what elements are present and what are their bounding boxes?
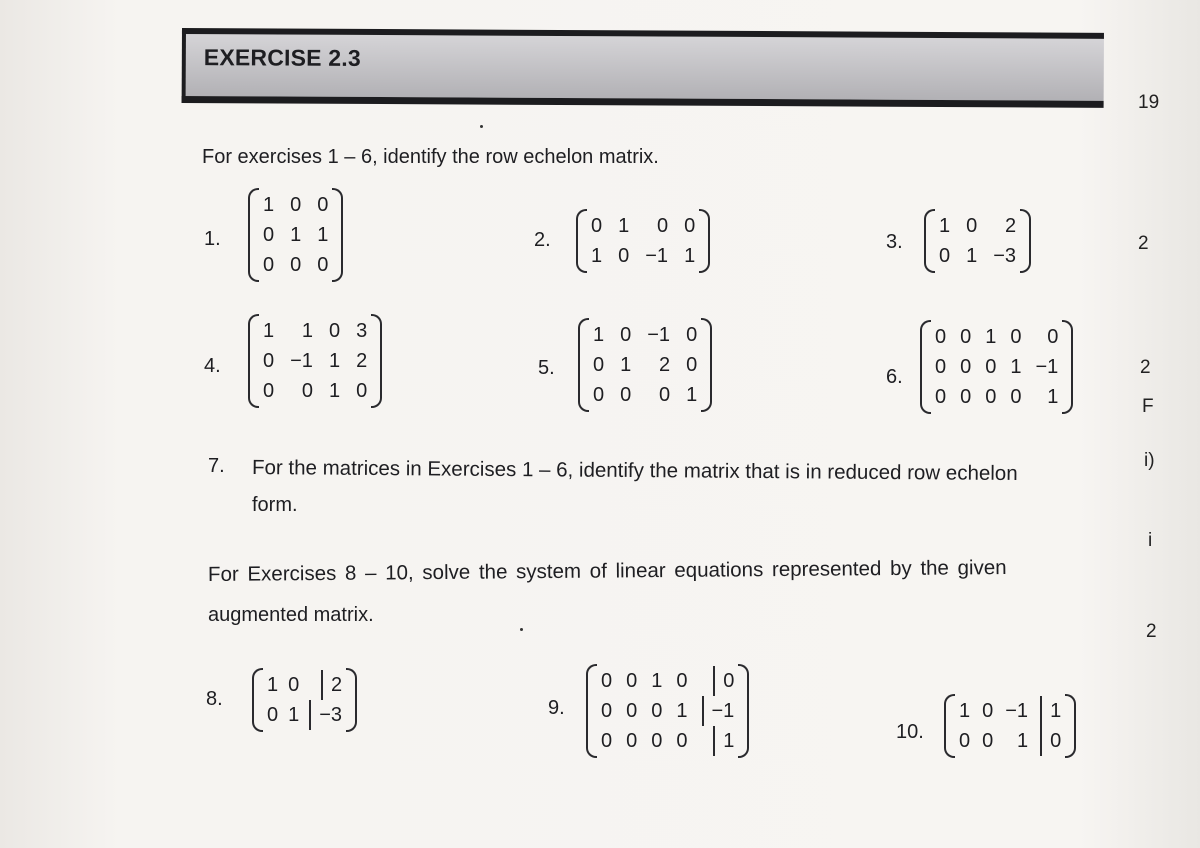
matrix-entry: 1 xyxy=(263,320,275,342)
right-paren xyxy=(332,188,343,282)
matrix-entry: 0 xyxy=(935,326,947,348)
problem-label: 2. xyxy=(534,229,551,251)
problem-label: 10. xyxy=(896,721,924,743)
margin-fragment: 2 xyxy=(1140,357,1151,378)
augmented-entry: 1 xyxy=(1040,696,1061,726)
left-paren xyxy=(924,209,935,273)
matrix-entry: 1 xyxy=(263,194,275,216)
matrix-entry: 0 xyxy=(1047,326,1059,348)
matrix-entry: 0 xyxy=(626,700,638,722)
matrix-9 xyxy=(586,664,749,758)
matrix-entry: 0 xyxy=(960,386,972,408)
matrix-entry: 3 xyxy=(356,320,368,342)
matrix-entry: 1 xyxy=(267,674,279,696)
left-paren xyxy=(944,694,955,758)
matrix-entry: −1 xyxy=(647,324,671,346)
matrix-entry: 0 xyxy=(626,730,638,752)
left-paren xyxy=(252,668,263,732)
matrix-entry: 0 xyxy=(960,356,972,378)
right-paren xyxy=(1020,209,1031,273)
matrix-entry: 0 xyxy=(263,380,275,402)
matrix-entry: 0 xyxy=(939,245,951,267)
matrix-entry: −1 xyxy=(290,350,313,372)
matrix-entry: 0 xyxy=(328,320,341,342)
matrix-entry: 1 xyxy=(1047,386,1059,408)
matrix-10 xyxy=(944,694,1076,758)
matrix-entry: 2 xyxy=(1004,215,1017,237)
left-paren xyxy=(248,188,259,282)
problem-label: 5. xyxy=(538,357,555,379)
matrix-entry: 1 xyxy=(593,324,605,346)
matrix-entry: 0 xyxy=(656,215,669,237)
matrix-entry: 0 xyxy=(626,670,638,692)
matrix-entry: 1 xyxy=(301,320,313,342)
left-paren xyxy=(586,664,597,758)
problem-label: 3. xyxy=(886,231,903,253)
matrix-entry: 0 xyxy=(1010,386,1022,408)
matrix-entry: 1 xyxy=(1016,730,1029,752)
exercise-title: EXERCISE 2.3 xyxy=(203,44,361,71)
margin-fragment: 19 xyxy=(1138,92,1160,113)
margin-fragment: F xyxy=(1142,396,1154,417)
matrix-entry: 0 xyxy=(935,356,947,378)
matrix-entry: −1 xyxy=(1005,700,1029,722)
matrix-entry: 0 xyxy=(267,704,279,726)
matrix-3 xyxy=(924,209,1031,273)
matrix-entry: 1 xyxy=(676,700,688,722)
augmented-entry: 0 xyxy=(713,666,734,696)
matrix-entry: 0 xyxy=(263,224,275,246)
matrix-entry: −3 xyxy=(993,245,1017,267)
matrix-entry: 0 xyxy=(686,354,698,376)
matrix-entry: 1 xyxy=(328,380,341,402)
matrix-entry: 1 xyxy=(684,245,696,267)
matrix-entry: 2 xyxy=(658,354,671,376)
matrix-entry: 0 xyxy=(651,700,663,722)
augmented-entry: −3 xyxy=(309,700,342,730)
matrix-5 xyxy=(578,318,712,412)
matrix-entry: 0 xyxy=(985,386,997,408)
matrix-entry: 0 xyxy=(601,670,613,692)
right-paren xyxy=(738,664,749,758)
problem-label: 9. xyxy=(548,697,565,719)
matrix-entry: 0 xyxy=(982,700,994,722)
matrix-entry: 0 xyxy=(960,326,972,348)
problem-label: 6. xyxy=(886,366,903,388)
left-paren xyxy=(920,320,931,414)
matrix-entry: 1 xyxy=(686,384,698,406)
matrix-entry: 0 xyxy=(290,254,302,276)
exercise-7-text: For the matrices in Exercises 1 – 6, identify the matrix that is in reduced row echelon xyxy=(251,456,1018,486)
matrix-entry: 1 xyxy=(618,215,630,237)
matrix-entry: 0 xyxy=(317,254,329,276)
left-paren xyxy=(576,209,587,273)
left-paren xyxy=(578,318,589,412)
margin-fragment: 2 xyxy=(1146,621,1157,642)
margin-fragment: i xyxy=(1148,530,1153,551)
problem-label: 1. xyxy=(204,228,221,250)
matrix-entry: −1 xyxy=(1035,356,1059,378)
matrix-4 xyxy=(248,314,382,408)
matrix-entry: 0 xyxy=(686,324,698,346)
matrix-entry: 0 xyxy=(591,215,603,237)
matrix-entry: 0 xyxy=(1010,326,1022,348)
matrix-entry: 1 xyxy=(591,245,603,267)
ink-speck xyxy=(520,628,523,631)
matrix-entry: 1 xyxy=(1010,356,1022,378)
augmented-entry: −1 xyxy=(702,696,735,726)
matrix-entry: −1 xyxy=(645,245,669,267)
matrix-entry: 1 xyxy=(620,354,632,376)
matrix-entry: 0 xyxy=(966,215,978,237)
right-paren xyxy=(371,314,382,408)
matrix-entry: 0 xyxy=(982,730,994,752)
margin-fragment: 2 xyxy=(1138,233,1149,254)
matrix-entry: 0 xyxy=(263,350,275,372)
matrix-entry: 0 xyxy=(593,354,605,376)
augmented-entry: 1 xyxy=(713,726,734,756)
exercise-header xyxy=(182,28,1104,108)
augmented-entry: 0 xyxy=(1040,726,1061,756)
matrix-entry: 0 xyxy=(601,700,613,722)
right-paren xyxy=(1062,320,1073,414)
matrix-entry: 0 xyxy=(288,674,300,696)
ink-speck xyxy=(480,125,483,128)
matrix-entry: 0 xyxy=(620,324,632,346)
instruction-ex8-10: For Exercises 8 – 10, solve the system of linear equations represented by the given xyxy=(207,556,1007,586)
matrix-entry: 1 xyxy=(317,224,329,246)
matrix-entry: 1 xyxy=(290,224,302,246)
matrix-entry: 0 xyxy=(290,194,302,216)
matrix-entry: 0 xyxy=(985,356,997,378)
problem-label: 4. xyxy=(204,355,221,377)
matrix-entry: 1 xyxy=(959,700,971,722)
matrix-entry: 0 xyxy=(935,386,947,408)
left-paren xyxy=(248,314,259,408)
matrix-1 xyxy=(248,188,343,282)
matrix-entry: 0 xyxy=(317,194,329,216)
matrix-6 xyxy=(920,320,1073,414)
matrix-entry: 0 xyxy=(618,245,630,267)
matrix-entry: 0 xyxy=(356,380,368,402)
matrix-entry: 1 xyxy=(651,670,663,692)
matrix-entry: 0 xyxy=(676,670,688,692)
matrix-entry: 1 xyxy=(328,350,341,372)
matrix-entry: 2 xyxy=(356,350,368,372)
exercise-7-number: 7. xyxy=(208,455,225,477)
matrix-entry: 0 xyxy=(684,215,696,237)
matrix-entry: 1 xyxy=(966,245,978,267)
matrix-entry: 0 xyxy=(593,384,605,406)
augmented-entry: 2 xyxy=(321,670,342,700)
matrix-entry: 0 xyxy=(263,254,275,276)
matrix-entry: 1 xyxy=(985,326,997,348)
matrix-entry: 1 xyxy=(288,704,300,726)
margin-fragment: i) xyxy=(1144,450,1155,471)
problem-label: 8. xyxy=(206,688,223,710)
matrix-entry: 0 xyxy=(658,384,671,406)
matrix-entry: 0 xyxy=(651,730,663,752)
right-paren xyxy=(1065,694,1076,758)
right-paren xyxy=(346,668,357,732)
right-paren xyxy=(699,209,710,273)
matrix-entry: 0 xyxy=(676,730,688,752)
matrix-entry: 0 xyxy=(601,730,613,752)
exercise-7-text-cont: form. xyxy=(252,494,298,516)
matrix-entry: 1 xyxy=(939,215,951,237)
matrix-8 xyxy=(252,668,357,732)
instruction-ex8-10-cont: augmented matrix. xyxy=(208,604,374,626)
right-paren xyxy=(701,318,712,412)
matrix-entry: 0 xyxy=(620,384,632,406)
matrix-entry: 0 xyxy=(959,730,971,752)
matrix-2 xyxy=(576,209,710,273)
matrix-entry: 0 xyxy=(301,380,313,402)
instruction-ex1-6: For exercises 1 – 6, identify the row echelon matrix. xyxy=(202,146,659,168)
